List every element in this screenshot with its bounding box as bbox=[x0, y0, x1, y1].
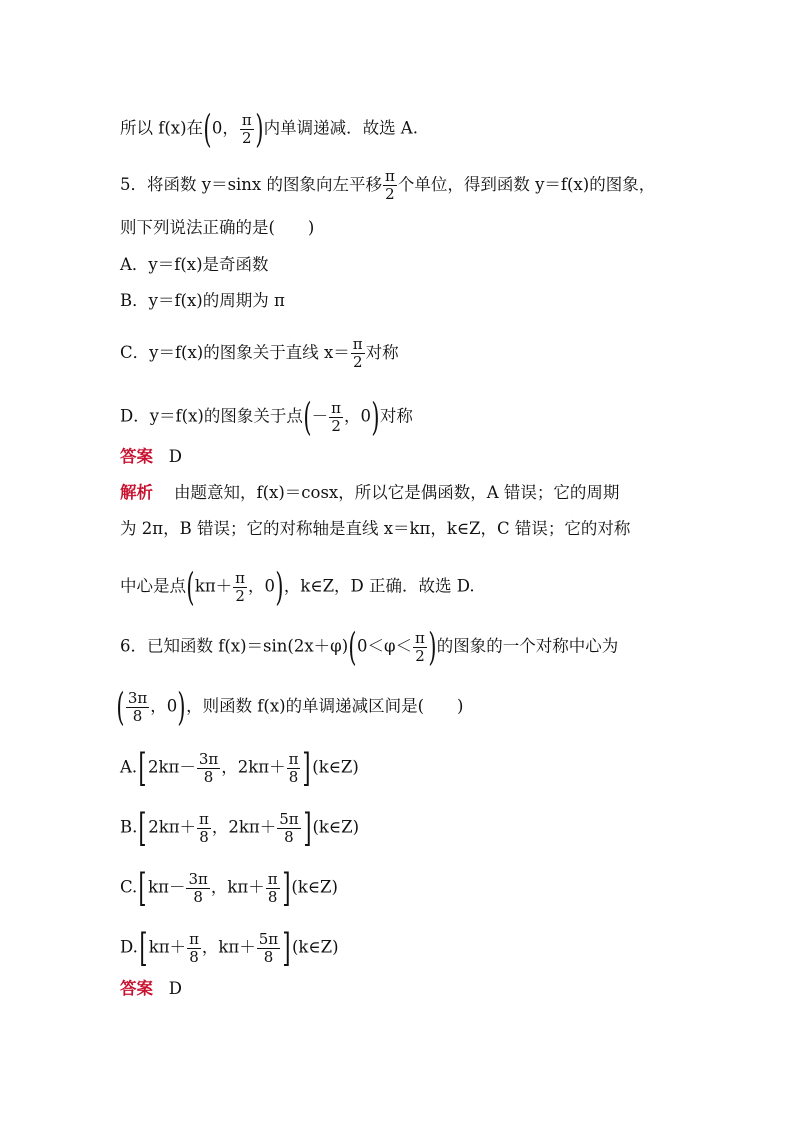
q5-explanation-2: 为 2π，B 错误；它的对称轴是直线 x＝kπ，k∈Z，C 错误；它的对称 bbox=[120, 519, 631, 538]
bracket-right: ] bbox=[302, 806, 312, 850]
q5-explanation-3: 中心是点(kπ＋ $\frac{\pi}{2}$ ，0)，k∈Z，D 正确．故选 D. bbox=[120, 565, 475, 609]
q5-explanation-1: 解析 由题意知，f(x)＝cosx，所以它是偶函数，A 错误；它的周期 bbox=[120, 483, 620, 502]
bracket-left: [ bbox=[138, 746, 147, 790]
fraction: $\frac{3\pi}{8}$ bbox=[198, 749, 219, 786]
q5-option-d: D．y＝f(x)的图象关于点(－ $\frac{\pi}{2}$ ，0)对称 bbox=[120, 395, 413, 439]
bracket-left: [ bbox=[138, 866, 147, 910]
paren-left: ( bbox=[186, 565, 195, 609]
fraction: $\frac{3\pi}{8}$ bbox=[188, 869, 208, 906]
fraction: $\frac{\pi}{8}$ bbox=[267, 869, 278, 906]
paren-left: ( bbox=[203, 107, 212, 151]
fraction: $\frac{\pi}{2}$ bbox=[352, 335, 363, 371]
q6-stem: 6．已知函数 f(x)＝sin(2x＋φ)(0＜φ＜ $\frac{\pi}{2}$ )的图象的一个对称中心为 bbox=[120, 625, 619, 669]
fraction: $\frac{\pi}{8}$ bbox=[199, 809, 209, 846]
explanation-label: 解析 bbox=[120, 483, 153, 502]
fraction: $\frac{\pi}{2}$ bbox=[415, 628, 425, 665]
paren-left: ( bbox=[348, 625, 357, 669]
q6-stem-2: ( $\frac{3\pi}{8}$ ，0)，则函数 f(x)的单调递减区间是( ) bbox=[116, 685, 464, 729]
q5-option-a: A．y＝f(x)是奇函数 bbox=[120, 255, 269, 274]
text: 0， bbox=[211, 118, 239, 138]
fraction: $\frac{\pi}{2}$ bbox=[385, 167, 395, 203]
paren-right: ) bbox=[428, 625, 437, 669]
bracket-left: [ bbox=[138, 806, 147, 850]
paren-left: ( bbox=[116, 685, 125, 729]
paren-right: ) bbox=[255, 107, 264, 151]
intro-line bbox=[120, 107, 418, 151]
paren-left: ( bbox=[303, 395, 312, 439]
q5-stem-2: 则下列说法正确的是( ) bbox=[120, 218, 315, 237]
fraction: $\frac{\pi}{8}$ bbox=[288, 749, 299, 786]
answer-label: 答案 bbox=[120, 979, 153, 998]
bracket-left: [ bbox=[139, 926, 148, 970]
bracket-right: ] bbox=[302, 746, 311, 790]
fraction: $\frac{\pi}{8}$ bbox=[189, 929, 199, 966]
paren-right: ) bbox=[275, 565, 284, 609]
paren-right: ) bbox=[371, 395, 380, 439]
q6-option-b: B.[2kπ＋ $\frac{\pi}{8}$ ，2kπ＋ $\frac{5\pi}{8}$ ](k∈Z) bbox=[120, 806, 360, 850]
fraction: $\frac{\pi}{2}$ bbox=[331, 398, 342, 435]
fraction: $\frac{\pi}{2}$ bbox=[241, 110, 252, 147]
bracket-right: ] bbox=[281, 866, 291, 910]
q5-stem: 5．将函数 y＝sinx 的图象向左平移 $\frac{\pi}{2}$ 个单位，得到函数 y＝f(x)的图象， bbox=[120, 167, 656, 203]
q6-answer: 答案 D bbox=[120, 979, 182, 998]
text: 所以 f(x)在 bbox=[120, 118, 204, 138]
q6-option-c: C.[kπ－ $\frac{3\pi}{8}$ ，kπ＋ $\frac{\pi}{8}$ ](k∈Z) bbox=[120, 866, 338, 910]
q5-answer: 答案 D bbox=[120, 447, 182, 466]
text: 内单调递减．故选 A. bbox=[263, 118, 418, 138]
q5-option-c: C．y＝f(x)的图象关于直线 x＝ $\frac{\pi}{2}$ 对称 bbox=[120, 335, 399, 371]
q6-option-a: A.[2kπ－ $\frac{3\pi}{8}$ ，2kπ＋ $\frac{\pi}{8}$ ](k∈Z) bbox=[120, 746, 359, 790]
fraction: $\frac{\pi}{2}$ bbox=[235, 568, 246, 605]
paren-right: ) bbox=[177, 685, 186, 729]
q6-option-d: D.[kπ＋ $\frac{\pi}{8}$ ，kπ＋ $\frac{5\pi}{8}$ ](k∈Z) bbox=[120, 926, 339, 970]
answer-label: 答案 bbox=[120, 447, 153, 466]
fraction: $\frac{5\pi}{8}$ bbox=[258, 929, 279, 966]
bracket-right: ] bbox=[282, 926, 291, 970]
fraction: $\frac{5\pi}{8}$ bbox=[279, 809, 299, 846]
fraction: $\frac{3\pi}{8}$ bbox=[127, 688, 148, 725]
q5-option-b: B．y＝f(x)的周期为 π bbox=[120, 291, 285, 310]
